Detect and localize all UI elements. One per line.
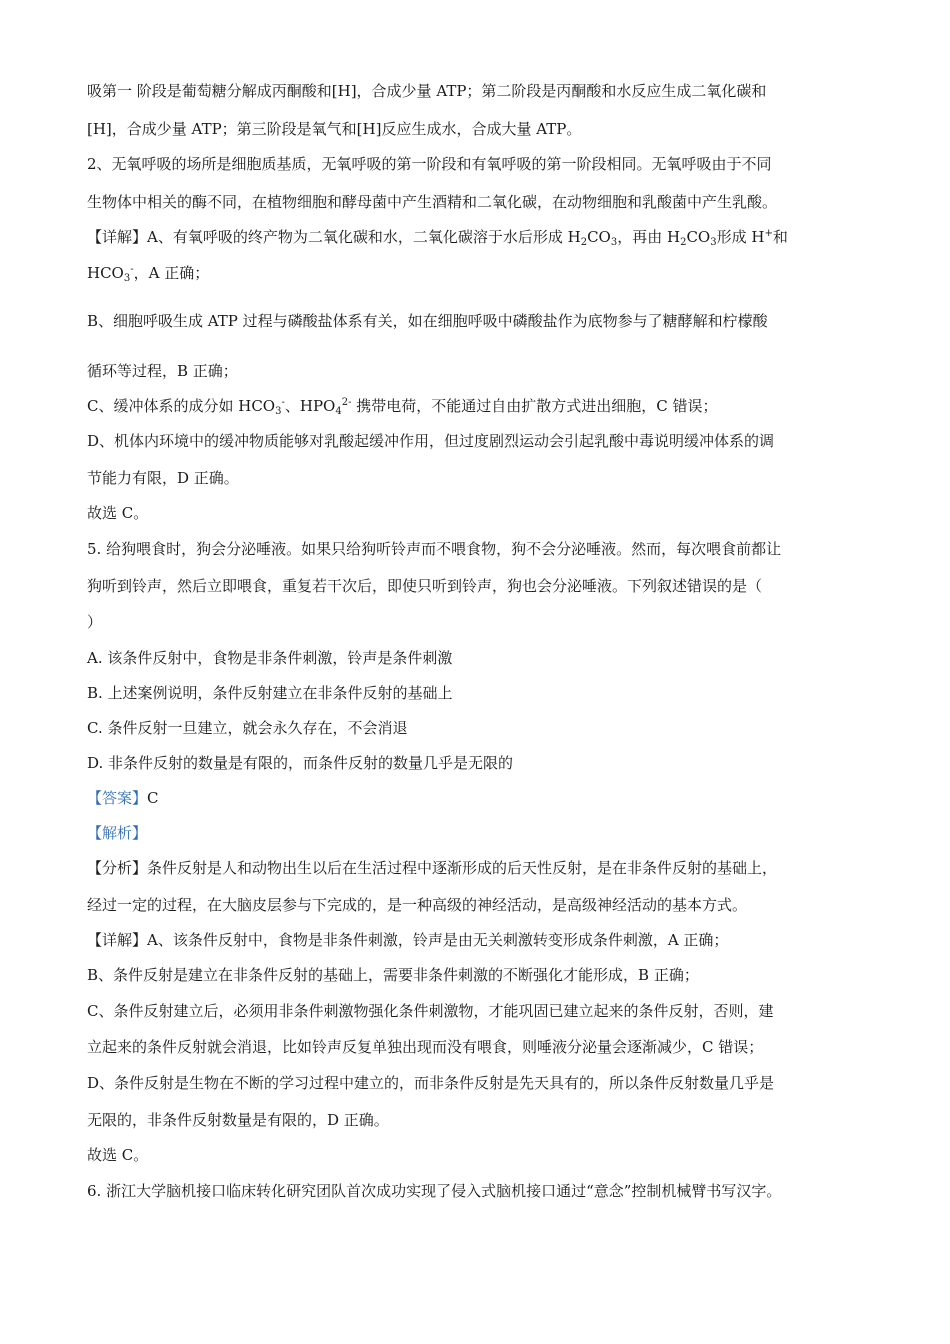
superscript: 2- [341, 397, 352, 408]
answer-line [87, 788, 159, 808]
paragraph-line: 立起来的条件反射就会消退，比如铃声反复单独出现而没有喂食，则唾液分泌量会逐渐减少，C 错误； [87, 1038, 764, 1056]
subscript: 3 [123, 273, 131, 284]
paragraph-line: 【详解】A、该条件反射中，食物是非条件刺激，铃声是由无关刺激转变形成条件刺激，A 正确； [87, 931, 729, 949]
analysis-heading [87, 823, 147, 843]
question-stem: 狗听到铃声，然后立即喂食，重复若干次后，即使只听到铃声，狗也会分泌唾液。下列叙述错误的是（ [87, 577, 763, 595]
paragraph-line: [H]，合成少量 ATP；第三阶段是氧气和[H]反应生成水，合成大量 ATP。 [87, 120, 582, 138]
answer-label: 【答案】 [87, 789, 148, 807]
text-run: CO [686, 228, 711, 246]
option-b: B. 上述案例说明，条件反射建立在非条件反射的基础上 [87, 684, 453, 702]
text-run: 【详解】A、有氧呼吸的终产物为二氧化碳和水，二氧化碳溶于水后形成 H [87, 228, 581, 246]
paragraph-line: 2、无氧呼吸的场所是细胞质基质，无氧呼吸的第一阶段和有氧呼吸的第一阶段相同。无氧呼吸由于不同 [87, 155, 772, 173]
option-d: D. 非条件反射的数量是有限的，而条件反射的数量几乎是无限的 [87, 754, 514, 772]
paragraph-line: 【分析】条件反射是人和动物出生以后在生活过程中逐渐形成的后天性反射，是在非条件反射的基础上， [87, 859, 778, 877]
analysis-label: 【解析】 [87, 824, 148, 842]
subscript: 3 [710, 237, 717, 248]
subscript: 4 [335, 406, 342, 417]
paragraph-line: 故选 C。 [87, 1146, 149, 1164]
paragraph-line [87, 227, 788, 247]
paragraph-line [87, 263, 209, 283]
superscript: - [130, 264, 134, 275]
paragraph-line: C、条件反射建立后，必须用非条件刺激物强化条件刺激物，才能巩固已建立起来的条件反射，否则，建 [87, 1002, 774, 1020]
paragraph-line [87, 396, 718, 416]
subscript: 3 [275, 406, 282, 417]
question-stem: 5. 给狗喂食时，狗会分泌唾液。如果只给狗听铃声而不喂食物，狗不会分泌唾液。然而，每次喂食前都让 [87, 540, 782, 558]
paragraph-line: D、机体内环境中的缓冲物质能够对乳酸起缓冲作用，但过度剧烈运动会引起乳酸中毒说明缓冲体系的调 [87, 432, 775, 450]
paragraph-line: 生物体中相关的酶不同，在植物细胞和酵母菌中产生酒精和二氧化碳，在动物细胞和乳酸菌中产生乳酸。 [87, 193, 778, 211]
paragraph-line: 无限的，非条件反射数量是有限的，D 正确。 [87, 1111, 389, 1129]
paragraph-line: 吸第一 阶段是葡萄糖分解成丙酮酸和[H]，合成少量 ATP；第二阶段是丙酮酸和水反应生成二氧化碳和 [87, 82, 767, 100]
paragraph-line: D、条件反射是生物在不断的学习过程中建立的，而非条件反射是先天具有的，所以条件反射数量几乎是 [87, 1074, 775, 1092]
subscript: 3 [610, 237, 618, 248]
text-run: C、缓冲体系的成分如 HCO [87, 397, 276, 415]
option-c: C. 条件反射一旦建立，就会永久存在，不会消退 [87, 719, 408, 737]
text-run: HCO [87, 264, 124, 282]
text-run: 携带电荷，不能通过自由扩散方式进出细胞，C 错误； [351, 397, 718, 415]
answer-value: C [147, 789, 159, 807]
paragraph-line: B、细胞呼吸生成 ATP 过程与磷酸盐体系有关，如在细胞呼吸中磷酸盐作为底物参与了糖酵解和柠檬酸 [87, 312, 768, 330]
paragraph-line: 节能力有限，D 正确。 [87, 469, 239, 487]
paragraph-line: 循环等过程，B 正确； [87, 362, 238, 380]
text-run: 、HPO [284, 397, 336, 415]
text-run: 和 [772, 228, 788, 246]
question-stem: 6. 浙江大学脑机接口临床转化研究团队首次成功实现了侵入式脑机接口通过“意念”控制机械臂书写汉字。 [87, 1182, 782, 1200]
text-run: 形成 H [716, 228, 765, 246]
text-run: ，A 正确； [133, 264, 210, 282]
paragraph-line: B、条件反射是建立在非条件反射的基础上，需要非条件刺激的不断强化才能形成，B 正确； [87, 966, 699, 984]
subscript: 2 [680, 237, 687, 248]
text-run: CO [587, 228, 611, 246]
subscript: 2 [580, 237, 588, 248]
paragraph-line: 经过一定的过程，在大脑皮层参与下完成的，是一种高级的神经活动，是高级神经活动的基本方式。 [87, 896, 748, 914]
superscript: - [281, 397, 285, 408]
text-run: ，再由 H [617, 228, 681, 246]
paragraph-line: 故选 C。 [87, 504, 149, 522]
superscript: + [764, 228, 773, 239]
question-stem: ） [87, 613, 103, 631]
option-a: A. 该条件反射中，食物是非条件刺激，铃声是条件刺激 [87, 649, 453, 667]
